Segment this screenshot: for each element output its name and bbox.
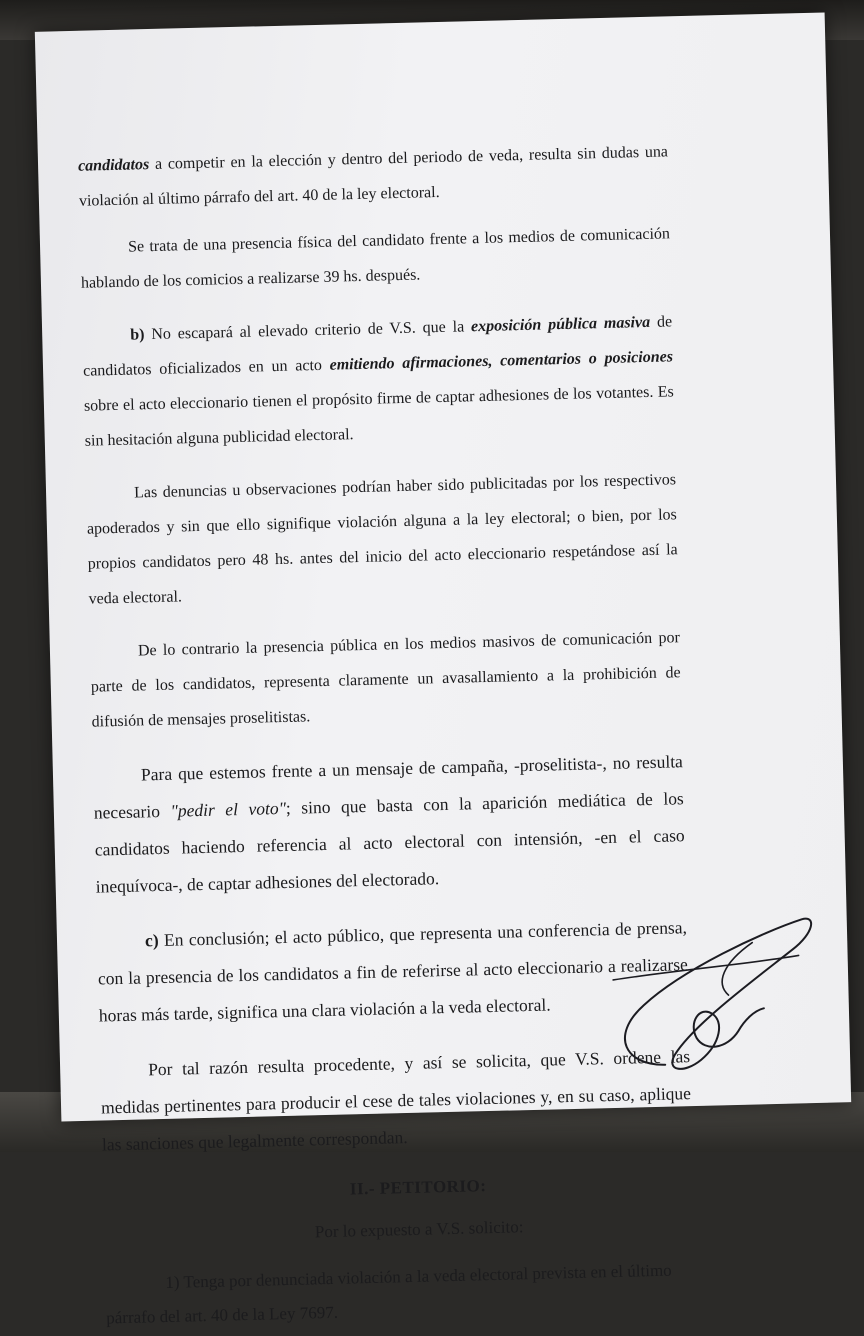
paragraph-b-text-2: de candidatos oficializados en un acto: [82, 313, 673, 380]
emphasis-candidatos: candidatos: [77, 156, 150, 175]
paragraph-b-text-1: No escapará al elevado criterio de V.S. que la: [144, 318, 472, 344]
paragraph-campaign-text-2: ; sino que basta con la aparición mediática de los candidatos haciendo referencia al acto electoral con intensión, -en el caso inequívoca-, de captar adhesiones del electorado.: [94, 788, 685, 897]
section-heading-petitorio: II.- PETITORIO:: [349, 1176, 487, 1199]
quote-pedir-el-voto: "pedir el voto": [170, 797, 287, 821]
handwritten-signature: [602, 911, 826, 1086]
emphasis-exposicion: exposición pública masiva: [470, 313, 651, 336]
paragraph-physical-presence: Se trata de una presencia física del candidato frente a los medios de comunicación hablando de los comicios a realizarse 39 hs. después.: [80, 225, 671, 292]
paragraph-c-text: En conclusión; el acto público, que representa una conferencia de prensa, con la presencia de los candidatos a fin de referirse al acto eleccionario a realizarse horas más tarde, significa una clara violación a la veda electoral.: [97, 917, 689, 1026]
paragraph-candidates: [78, 134, 670, 218]
paragraph-denuncias: Las denuncias u observaciones podrían haber sido publicitadas por los respectivos apoderados y sin que ello signifique violación alguna a la ley electoral; o bien, por los propios candidatos pero 48 hs. antes del inicio del acto eleccionario respetándose así la veda electoral.: [86, 471, 678, 608]
section-label-b: b): [130, 326, 145, 344]
section-label-c: c): [144, 930, 159, 951]
paragraph-campaign-text-1: Para que estemos frente a un mensaje de campaña, -proselitista-, no resulta necesario: [93, 751, 684, 823]
paragraph-contrario: De lo contrario la presencia pública en los medios masivos de comunicación por parte de los candidatos, representa claramente un avasallamiento a la prohibición de difusión de mensajes proselitistas.: [90, 629, 681, 731]
petitorio-item-1: 1) Tenga por denunciada violación a la veda electoral prevista en el último párrafo del art. 40 de la Ley 7697.: [106, 1260, 672, 1328]
paragraph-campaign-message: [93, 743, 686, 905]
paragraph-tal-razon: Por tal razón resulta procedente, y así se solicita, que V.S. ordene las medidas pertinentes para producir el cese de tales violaciones y, en su caso, aplique las sanciones que legalmente correspondan.: [100, 1046, 692, 1155]
paragraph-b-text-3: sobre el acto eleccionario tienen el propósito firme de captar adhesiones de los votantes. Es sin hesitación alguna publicidad electoral.: [83, 383, 674, 450]
paragraph-candidates-text: a competir en la elección y dentro del periodo de veda, resulta sin dudas una violación al último párrafo del art. 40 de la ley electoral.: [78, 143, 669, 210]
document-body: [78, 134, 697, 1335]
paragraph-b-exposure: [82, 304, 675, 458]
petitorio-intro: Por lo expuesto a V.S. solicito:: [314, 1217, 524, 1242]
emphasis-afirmaciones: emitiendo afirmaciones, comentarios o posiciones: [329, 348, 674, 374]
paragraph-c-conclusion: [97, 909, 690, 1034]
document-page: [35, 13, 851, 1328]
